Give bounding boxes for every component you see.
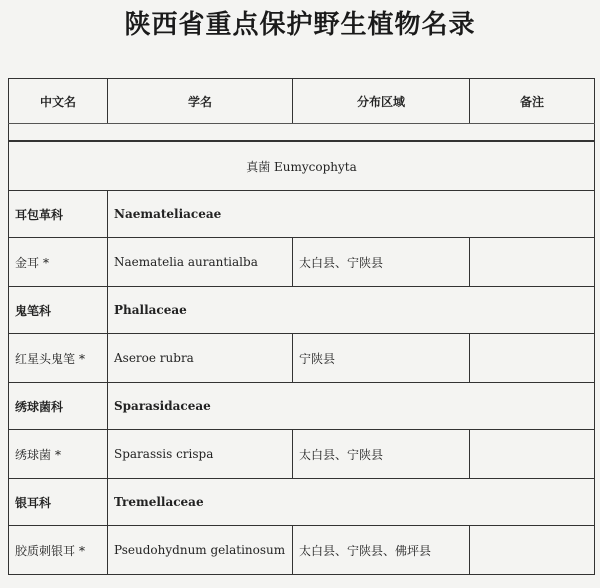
division-label: 真菌 Eumycophyta bbox=[9, 141, 595, 191]
species-distribution: 宁陕县 bbox=[293, 334, 470, 383]
species-row bbox=[9, 526, 595, 575]
column-header-scientific-name: 学名 bbox=[108, 79, 293, 124]
family-row bbox=[9, 383, 595, 430]
species-row bbox=[9, 334, 595, 383]
division-row bbox=[9, 141, 595, 191]
table-body bbox=[9, 191, 595, 575]
plant-list-table bbox=[8, 78, 595, 575]
species-distribution: 太白县、宁陕县、佛坪县 bbox=[293, 526, 470, 575]
species-name-text: 胶质刺银耳 bbox=[15, 543, 76, 558]
family-chinese-name: 耳包革科 bbox=[9, 191, 108, 238]
family-row bbox=[9, 287, 595, 334]
species-row bbox=[9, 430, 595, 479]
species-scientific-name: Naematelia aurantialba bbox=[108, 238, 293, 287]
species-chinese-name bbox=[9, 430, 108, 479]
species-name-text: 红星头鬼笔 bbox=[15, 351, 76, 366]
column-header-chinese-name: 中文名 bbox=[9, 79, 108, 124]
protected-mark: * bbox=[79, 351, 86, 366]
protected-mark: * bbox=[79, 543, 86, 558]
species-name-text: 绣球菌 bbox=[15, 447, 52, 462]
family-row bbox=[9, 479, 595, 526]
species-row bbox=[9, 238, 595, 287]
column-header-remarks: 备注 bbox=[470, 79, 595, 124]
species-remarks bbox=[470, 430, 595, 479]
page-title: 陕西省重点保护野生植物名录 bbox=[124, 10, 476, 40]
family-scientific-name: Sparasidaceae bbox=[108, 383, 595, 430]
family-scientific-name: Naemateliaceae bbox=[108, 191, 595, 238]
family-row bbox=[9, 191, 595, 238]
species-name-text: 金耳 bbox=[15, 255, 40, 270]
family-chinese-name: 银耳科 bbox=[9, 479, 108, 526]
species-scientific-name: Aseroe rubra bbox=[108, 334, 293, 383]
table-header-row bbox=[9, 79, 595, 124]
species-chinese-name bbox=[9, 526, 108, 575]
species-remarks bbox=[470, 238, 595, 287]
family-chinese-name: 鬼笔科 bbox=[9, 287, 108, 334]
species-distribution: 太白县、宁陕县 bbox=[293, 238, 470, 287]
family-scientific-name: Tremellaceae bbox=[108, 479, 595, 526]
species-chinese-name bbox=[9, 334, 108, 383]
species-distribution: 太白县、宁陕县 bbox=[293, 430, 470, 479]
family-scientific-name: Phallaceae bbox=[108, 287, 595, 334]
species-scientific-name: Sparassis crispa bbox=[108, 430, 293, 479]
family-chinese-name: 绣球菌科 bbox=[9, 383, 108, 430]
spacer-row bbox=[9, 124, 595, 142]
protected-mark: * bbox=[43, 255, 50, 270]
species-remarks bbox=[470, 526, 595, 575]
protected-mark: * bbox=[55, 447, 62, 462]
column-header-distribution: 分布区域 bbox=[293, 79, 470, 124]
species-remarks bbox=[470, 334, 595, 383]
species-chinese-name bbox=[9, 238, 108, 287]
species-scientific-name: Pseudohydnum gelatinosum bbox=[108, 526, 293, 575]
